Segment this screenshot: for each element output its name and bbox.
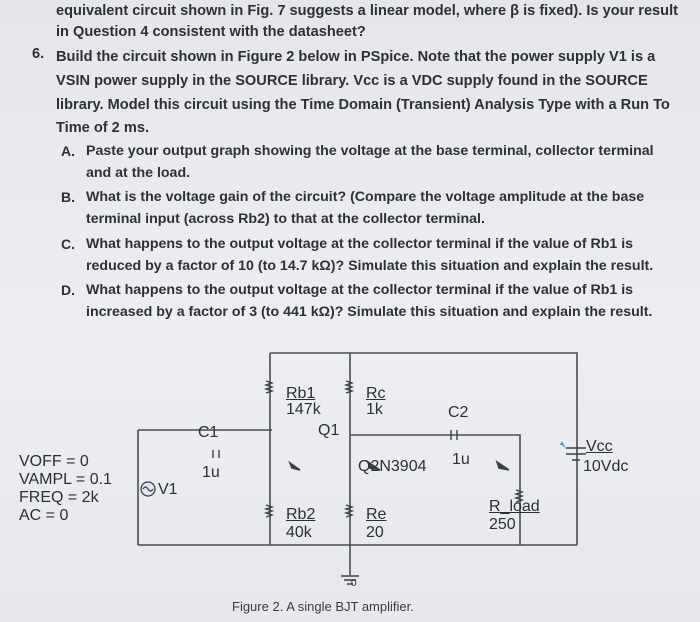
item-d-line-2: increased by a factor of 3 (to 441 kΩ)? Simulate this situation and explain the result. xyxy=(86,304,653,320)
re-resistor-icon xyxy=(346,505,352,517)
rc-value: 1k xyxy=(366,401,383,418)
q1-label: Q1 xyxy=(318,422,340,439)
c2-value: 1u xyxy=(452,451,470,468)
item-c-line-1: What happens to the output voltage at the collector terminal if the value of Rb1 is xyxy=(86,236,634,252)
question-number: 6. xyxy=(32,46,45,62)
item-c-letter: C. xyxy=(61,236,75,252)
rb1-resistor-icon xyxy=(266,381,272,393)
freq-text: FREQ = 2k xyxy=(19,489,99,506)
item-b-line-1: What is the voltage gain of the circuit? (Compare the voltage amplitude at the base xyxy=(86,189,645,205)
item-a-line-2: and at the load. xyxy=(86,165,191,181)
item-b-letter: B. xyxy=(61,189,75,205)
vampl-text: VAMPL = 0.1 xyxy=(19,471,112,488)
figure-caption: Figure 2. A single BJT amplifier. xyxy=(232,599,414,614)
q1-arrow-icon xyxy=(290,463,300,470)
rc-label: Rc xyxy=(366,385,386,402)
question-line-3: library. Model this circuit using the Time Domain (Transient) Analysis Type with a Run To xyxy=(56,97,670,113)
item-d-letter: D. xyxy=(61,282,75,298)
prev-question-line-1: equivalent circuit shown in Fig. 7 suggests a linear model, where β is fixed). Is your result xyxy=(56,3,679,19)
rb2-value: 40k xyxy=(286,524,312,541)
c1-capacitor-icon xyxy=(213,450,219,458)
c1-label: C1 xyxy=(198,424,219,441)
question-line-2: VSIN power supply in the SOURCE library. Vcc is a VDC supply found in the SOURCE xyxy=(56,73,648,89)
vcc-value: 10Vdc xyxy=(583,458,629,475)
rb2-resistor-icon xyxy=(266,505,272,517)
rb1-label: Rb1 xyxy=(286,385,316,402)
re-value: 20 xyxy=(366,524,384,541)
c2-label: C2 xyxy=(448,404,469,421)
voff-text: VOFF = 0 xyxy=(19,453,89,470)
top-rail-wire xyxy=(270,353,577,545)
item-b-line-2: terminal input (across Rb2) to that at the collector terminal. xyxy=(86,211,485,227)
vcc-label: Vcc xyxy=(586,438,613,455)
item-d-line-1: What happens to the output voltage at the collector terminal if the value of Rb1 is xyxy=(86,282,634,298)
rb1-value: 147k xyxy=(286,401,321,418)
rload-value: 250 xyxy=(489,516,516,533)
rload-label: R_load xyxy=(489,498,540,515)
item-a-line-1: Paste your output graph showing the voltage at the base terminal, collector terminal xyxy=(86,143,654,159)
question-line-4: Time of 2 ms. xyxy=(56,120,149,136)
ground-label: 0 xyxy=(351,578,357,589)
question-line-1: Build the circuit shown in Figure 2 below in PSpice. Note that the power supply V1 is a xyxy=(56,49,656,65)
item-a-letter: A. xyxy=(61,143,75,159)
v1-label: V1 xyxy=(158,481,178,498)
c1-value: 1u xyxy=(202,464,220,481)
q1-model: Q2N3904 xyxy=(358,458,427,475)
ac-text: AC = 0 xyxy=(19,507,69,524)
rc-resistor-icon xyxy=(346,381,352,393)
rb2-label: Rb2 xyxy=(286,506,316,523)
re-label: Re xyxy=(366,506,387,523)
prev-question-line-2: in Question 4 consistent with the datasheet? xyxy=(56,24,366,40)
item-c-line-2: reduced by a factor of 10 (to 14.7 kΩ)? Simulate this situation and explain the result. xyxy=(86,258,654,274)
